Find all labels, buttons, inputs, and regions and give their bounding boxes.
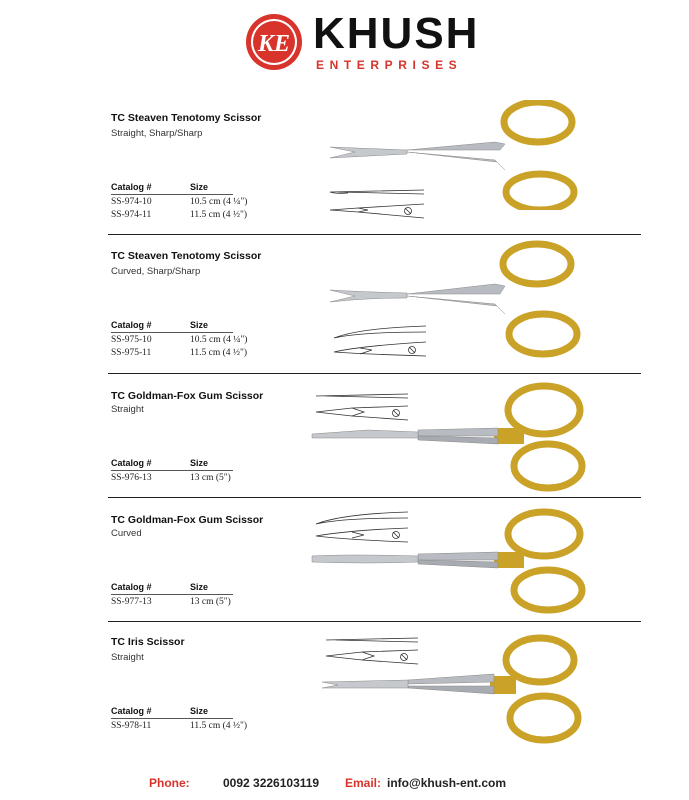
product-title: TC Goldman-Fox Gum Scissor bbox=[111, 514, 264, 526]
size-header: Size bbox=[190, 320, 209, 330]
header-rule bbox=[111, 718, 233, 719]
catalog-size: 13 cm (5") bbox=[190, 597, 231, 607]
catalog-header: Catalog # bbox=[111, 582, 152, 592]
catalog-code: SS-974-11 bbox=[111, 210, 152, 220]
catalog-code: SS-975-11 bbox=[111, 348, 152, 358]
product-section bbox=[0, 626, 689, 746]
product-section bbox=[0, 100, 689, 235]
section-divider bbox=[108, 234, 641, 235]
size-header: Size bbox=[190, 182, 209, 192]
product-section bbox=[0, 238, 689, 373]
section-divider bbox=[108, 497, 641, 498]
product-subtitle: Straight bbox=[111, 404, 144, 415]
logo-initials: KE bbox=[257, 31, 291, 57]
size-header: Size bbox=[190, 458, 209, 468]
phone-number: 0092 3226103119 bbox=[223, 776, 320, 790]
catalog-code: SS-977-13 bbox=[111, 597, 152, 607]
section-divider bbox=[108, 621, 641, 622]
product-title: TC Steaven Tenotomy Scissor bbox=[111, 250, 262, 262]
catalog-size: 11.5 cm (4 ½") bbox=[190, 348, 248, 358]
product-subtitle: Curved bbox=[111, 528, 142, 539]
catalog-size: 13 cm (5") bbox=[190, 473, 231, 483]
header-rule bbox=[111, 470, 233, 471]
product-section bbox=[0, 378, 689, 498]
header-rule bbox=[111, 594, 233, 595]
brand-subtitle: ENTERPRISES bbox=[316, 58, 463, 72]
product-title: TC Steaven Tenotomy Scissor bbox=[111, 112, 262, 124]
product-subtitle: Straight bbox=[111, 652, 144, 663]
page-header bbox=[0, 0, 689, 92]
scissor-photo bbox=[318, 628, 590, 746]
catalog-header: Catalog # bbox=[111, 320, 152, 330]
catalog-header: Catalog # bbox=[111, 706, 152, 716]
scissor-tip-drawing bbox=[328, 186, 428, 224]
catalog-header: Catalog # bbox=[111, 182, 152, 192]
section-divider bbox=[108, 373, 641, 374]
size-header: Size bbox=[190, 706, 209, 716]
scissor-photo bbox=[308, 506, 590, 618]
catalog-size: 11.5 cm (4 ½") bbox=[190, 721, 248, 731]
company-logo-icon bbox=[244, 12, 304, 72]
phone-label: Phone: bbox=[149, 776, 190, 790]
catalog-size: 11.5 cm (4 ½") bbox=[190, 210, 248, 220]
size-header: Size bbox=[190, 582, 209, 592]
product-subtitle: Curved, Sharp/Sharp bbox=[111, 266, 201, 277]
header-rule bbox=[111, 194, 233, 195]
product-title: TC Goldman-Fox Gum Scissor bbox=[111, 390, 264, 402]
catalog-size: 10.5 cm (4 ¼") bbox=[190, 197, 248, 207]
product-subtitle: Straight, Sharp/Sharp bbox=[111, 128, 203, 139]
catalog-code: SS-978-11 bbox=[111, 721, 152, 731]
scissor-tip-drawing bbox=[330, 324, 430, 362]
brand-name: KHUSH bbox=[313, 9, 480, 58]
header-rule bbox=[111, 332, 233, 333]
catalog-header: Catalog # bbox=[111, 458, 152, 468]
email-label: Email: bbox=[345, 776, 382, 790]
catalog-code: SS-976-13 bbox=[111, 473, 152, 483]
product-section bbox=[0, 502, 689, 622]
product-title: TC Iris Scissor bbox=[111, 636, 185, 648]
contact-footer bbox=[0, 770, 689, 794]
email-address: info@khush-ent.com bbox=[387, 776, 507, 790]
catalog-code: SS-974-10 bbox=[111, 197, 152, 207]
catalog-code: SS-975-10 bbox=[111, 335, 152, 345]
scissor-photo bbox=[308, 378, 590, 498]
catalog-size: 10.5 cm (4 ¼") bbox=[190, 335, 248, 345]
